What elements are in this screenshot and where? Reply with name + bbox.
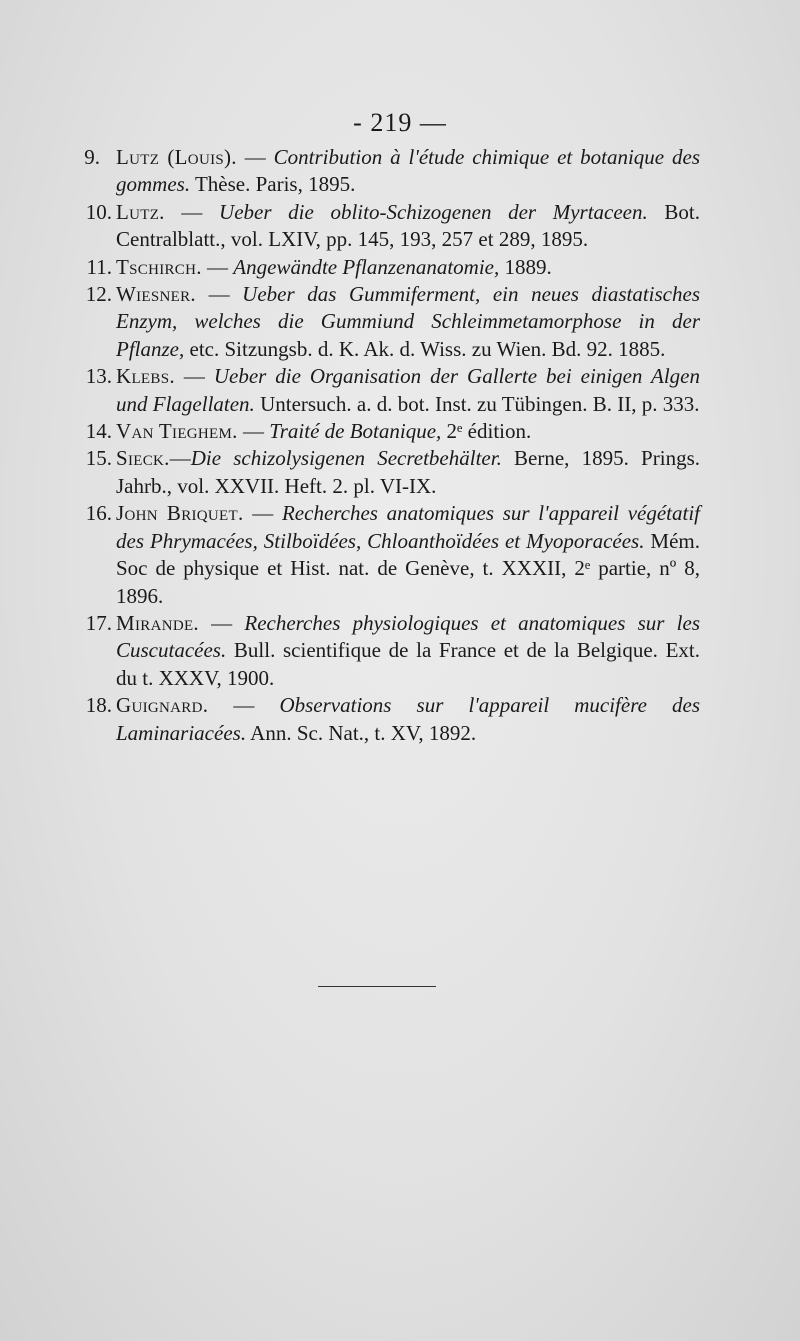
reference-author: Guignard. — [116, 693, 209, 718]
reference-author: Klebs. — [116, 364, 175, 389]
reference-number: 18. — [85, 693, 112, 718]
reference-separator: — — [169, 446, 191, 471]
reference-number: 10. — [85, 199, 112, 224]
reference-item — [78, 445, 700, 500]
reference-author: Van Tieghem. — [116, 419, 238, 444]
reference-separator: — — [201, 254, 234, 279]
reference-item — [78, 363, 700, 418]
reference-separator: — — [164, 199, 220, 224]
reference-separator: — — [237, 419, 270, 444]
reference-number: 9. — [84, 145, 100, 169]
reference-separator: — — [208, 693, 280, 718]
reference-title: Recherches physiologiques et anatomiques sur les Cuscutacées. — [116, 610, 700, 663]
reference-item — [78, 418, 700, 445]
reference-details: 2ᵉ édition. — [441, 419, 532, 444]
reference-title: Traité de Botanique, — [269, 419, 442, 444]
reference-title: Ueber das Gummiferment, ein neues diastatisches Enzym, welches die Gummiund Schleimmetamorphose in der Pflanze, — [116, 282, 700, 361]
reference-details: etc. Sitzungsb. d. K. Ak. d. Wiss. zu Wien. Bd. 92. 1885. — [184, 336, 666, 361]
reference-details: Berne, 1895. Prings. Jahrb., vol. XXVII. Heft. 2. pl. VI-IX. — [116, 446, 700, 498]
reference-number: 17. — [85, 610, 112, 635]
reference-author: Lutz (Louis). — [116, 145, 237, 169]
reference-details: Bull. scientifique de la France et de la Belgique. Ext. du t. XXXV, 1900. — [116, 638, 700, 690]
reference-separator: — — [236, 145, 274, 169]
reference-item — [78, 500, 700, 610]
reference-title: Contribution à l'étude chimique et botanique des gommes. — [116, 145, 701, 197]
reference-item — [78, 199, 700, 254]
reference-author: Mirande. — [116, 610, 199, 635]
reference-author: Wiesner. — [116, 282, 196, 307]
reference-separator: — — [198, 610, 245, 635]
reference-title: Die schizolysigenen Secretbehälter. — [190, 446, 502, 471]
end-rule — [318, 986, 436, 987]
reference-item — [78, 144, 700, 199]
reference-author: Tschirch. — [116, 254, 202, 279]
reference-title: Ueber die Organisation der Gallerte bei einigen Algen und Flagellaten. — [116, 364, 700, 416]
reference-separator: — — [195, 282, 243, 307]
reference-item — [78, 281, 700, 363]
reference-details: Thèse. Paris, 1895. — [190, 172, 356, 197]
reference-number: 15. — [85, 446, 112, 471]
reference-title: Recherches anatomiques sur l'appareil végétatif des Phrymacées, Stilboïdées, Chloanthoïdées et Myoporacées. — [116, 501, 700, 553]
reference-separator: — — [243, 501, 282, 526]
reference-number: 11. — [86, 254, 112, 279]
reference-details: Ann. Sc. Nat., t. XV, 1892. — [246, 720, 477, 745]
reference-details: Mém. Soc de physique et Hist. nat. de Genève, t. XXXII, 2ᵉ partie, nº 8, 1896. — [116, 528, 700, 608]
reference-details: Untersuch. a. d. bot. Inst. zu Tübingen. B. II, p. 333. — [254, 391, 700, 416]
page-number: - 219 — — [353, 108, 447, 137]
reference-number: 12. — [85, 282, 112, 307]
reference-number: 14. — [85, 419, 112, 444]
reference-author: John Briquet. — [116, 501, 244, 526]
reference-list — [78, 144, 700, 747]
reference-item — [78, 254, 700, 281]
reference-title: Observations sur l'appareil mucifère des Laminariacées. — [116, 693, 701, 745]
reference-separator: — — [174, 364, 214, 389]
reference-details: 1889. — [499, 254, 552, 279]
reference-number: 16. — [85, 501, 112, 526]
reference-item — [78, 692, 700, 747]
reference-title: Ueber die oblito-Schizogenen der Myrtaceen. — [219, 199, 648, 224]
reference-item — [78, 610, 700, 692]
reference-author: Lutz. — [116, 199, 165, 224]
reference-author: Sieck. — [116, 446, 170, 471]
reference-number: 13. — [85, 364, 112, 389]
reference-details: Bot. Centralblatt., vol. LXIV, pp. 145, 193, 257 et 289, 1895. — [116, 199, 701, 252]
reference-title: Angewändte Pflanzenanatomie, — [233, 254, 500, 279]
